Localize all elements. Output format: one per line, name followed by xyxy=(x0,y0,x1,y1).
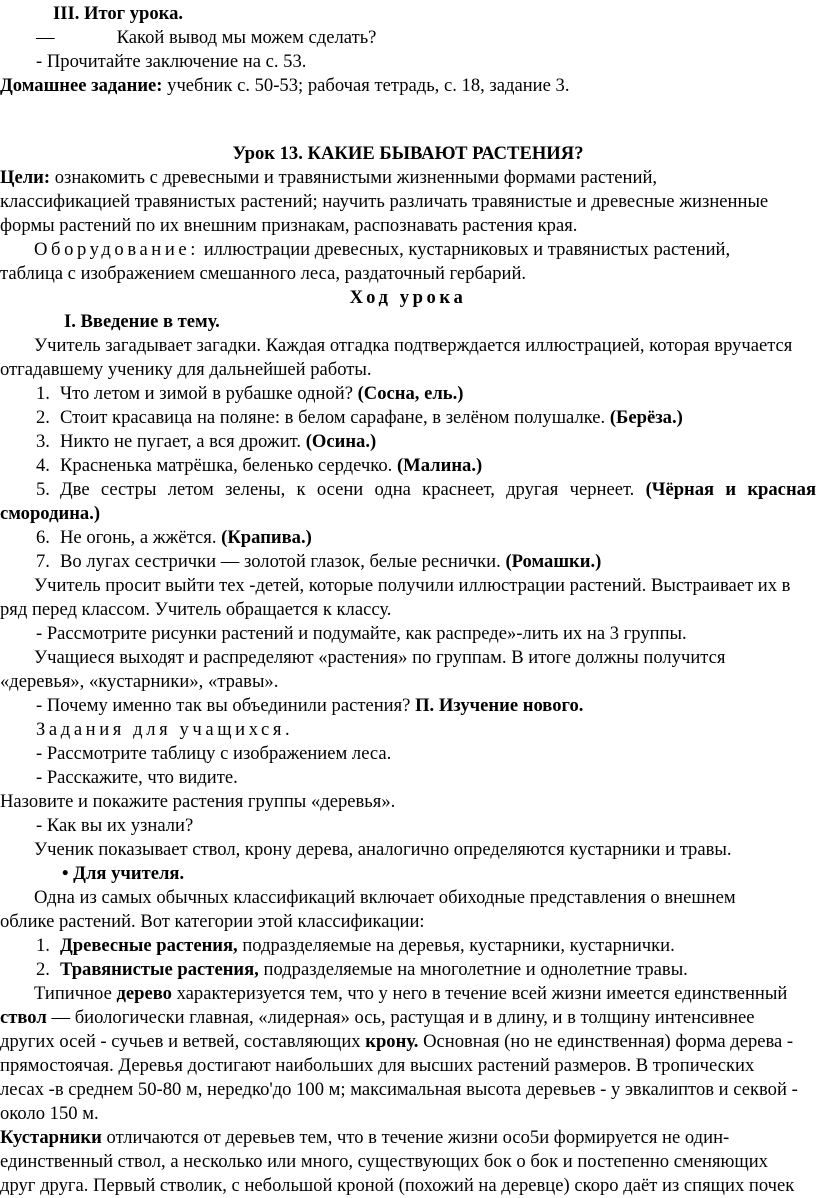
question-line: - Прочитайте заключение на с. 53. xyxy=(36,51,307,72)
goals-line: формы растений по их внешним признакам, распознавать растения края. xyxy=(0,215,578,236)
riddle-item: 1. Что летом и зимой в рубашке одной? (Сосна, ель.) xyxy=(36,383,464,404)
question-line: - Почему именно так вы объединили растения? П. Изучение нового. xyxy=(36,695,584,716)
riddle-item: 4. Красненька матрёшка, беленько сердечко. (Малина.) xyxy=(36,455,483,476)
paragraph-line: прямостоячая. Деревья достигают наибольших для высших растений размеров. В тропических xyxy=(0,1055,755,1076)
goals-line: Цели: ознакомить с древесными и травянистыми жизненными формами растений, xyxy=(0,167,658,188)
task-line: - Расскажите, что видите. xyxy=(36,767,238,788)
paragraph-line: Учащиеся выходят и распределяют «растения» по группам. В итоге должны получится xyxy=(34,647,726,668)
paragraph-line: около 150 м. xyxy=(0,1103,99,1124)
riddle-item: 7. Во лугах сестрички — золотой глазок, белые реснички. (Ромашки.) xyxy=(36,551,602,572)
category-item: 2. Травянистые растения, подразделяемые на многолетние и однолетние травы. xyxy=(36,959,688,980)
paragraph-line: Одна из самых обычных классификаций включает обиходные представления о внешнем xyxy=(34,887,736,908)
task-line: - Рассмотрите рисунки растений и подумайте, как распреде»-лить их на 3 группы. xyxy=(36,623,687,644)
task-line: Назовите и покажите растения группы «деревья». xyxy=(0,791,396,812)
paragraph-line: лесах -в среднем 50-80 м, нередко'до 100 м; максимальная высота деревьев - у эвкалиптов и секвой - xyxy=(0,1079,798,1100)
intro-heading: I. Введение в тему. xyxy=(64,311,220,332)
homework-line: Домашнее задание: учебник с. 50-53; рабочая тетрадь, с. 18, задание 3. xyxy=(0,75,570,96)
paragraph-line: облике растений. Вот категории этой классификации: xyxy=(0,911,425,932)
section-3-heading: III. Итог урока. xyxy=(53,3,184,24)
tasks-heading: Задания для учащихся. xyxy=(36,719,294,740)
paragraph-line: ряд перед классом. Учитель обращается к классу. xyxy=(0,599,392,620)
course-heading: Ход урока xyxy=(349,287,467,308)
category-item: 1. Древесные растения, подразделяемые на деревья, кустарники, кустарнички. xyxy=(36,935,675,956)
task-line: - Рассмотрите таблицу с изображением леса. xyxy=(36,743,392,764)
paragraph-line: друг друга. Первый стволик, с небольшой кроной (похожий на деревце) скоро даёт из спящих почек xyxy=(0,1175,795,1196)
paragraph-line: других осей - сучьев и ветвей, составляющих крону. Основная (но не единственная) форма дерева - xyxy=(0,1031,794,1052)
paragraph-line: ствол — биологически главная, «лидерная» ось, растущая и в длину, и в толщину интенсивнее xyxy=(0,1007,755,1028)
riddle-item: 5. Две сестры летом зелены, к осени одна краснеет, другая чернеет. (Чёрная и красная xyxy=(36,479,816,500)
equipment-line: таблица с изображением смешанного леса, раздаточный гербарий. xyxy=(0,263,527,284)
riddle-item-cont: смородина.) xyxy=(0,503,101,524)
paragraph-line: Учитель просит выйти тех -детей, которые получили иллюстрации растений. Выстраивает их в xyxy=(34,575,791,596)
paragraph-line: Кустарники отличаются от деревьев тем, что в течение жизни осо5и формируется не один- xyxy=(0,1127,730,1148)
riddle-item: 2. Стоит красавица на поляне: в белом сарафане, в зелёном полушалке. (Берёза.) xyxy=(36,407,683,428)
paragraph-line: Ученик показывает ствол, крону дерева, аналогично определяются кустарники и травы. xyxy=(34,839,732,860)
question-line: — Какой вывод мы можем сделать? xyxy=(36,27,377,48)
paragraph-line: Типичное дерево характеризуется тем, что у него в течение всей жизни имеется единственный xyxy=(34,983,788,1004)
for-teacher-heading: • Для учителя. xyxy=(62,863,185,884)
riddle-item: 6. Не огонь, а жжётся. (Крапива.) xyxy=(36,527,312,548)
paragraph-line: Учитель загадывает загадки. Каждая отгадка подтверждается иллюстрацией, которая вручается xyxy=(34,335,793,356)
riddle-item: 3. Никто не пугает, а вся дрожит. (Осина.) xyxy=(36,431,377,452)
task-line: - Как вы их узнали? xyxy=(36,815,194,836)
lesson-title: Урок 13. КАКИЕ БЫВАЮТ РАСТЕНИЯ? xyxy=(232,143,584,164)
paragraph-line: единственный ствол, а несколько или много, существующих бок о бок и постепенно сменяющих xyxy=(0,1151,768,1172)
goals-line: классификацией травянистых растений; научить различать травянистые и древесные жизненные xyxy=(0,191,769,212)
paragraph-line: отгадавшему ученику для дальнейшей работы. xyxy=(0,359,372,380)
paragraph-line: «деревья», «кустарники», «травы». xyxy=(0,671,279,692)
equipment-line: Оборудование: иллюстрации древесных, кустарниковых и травянистых растений, xyxy=(34,239,731,260)
